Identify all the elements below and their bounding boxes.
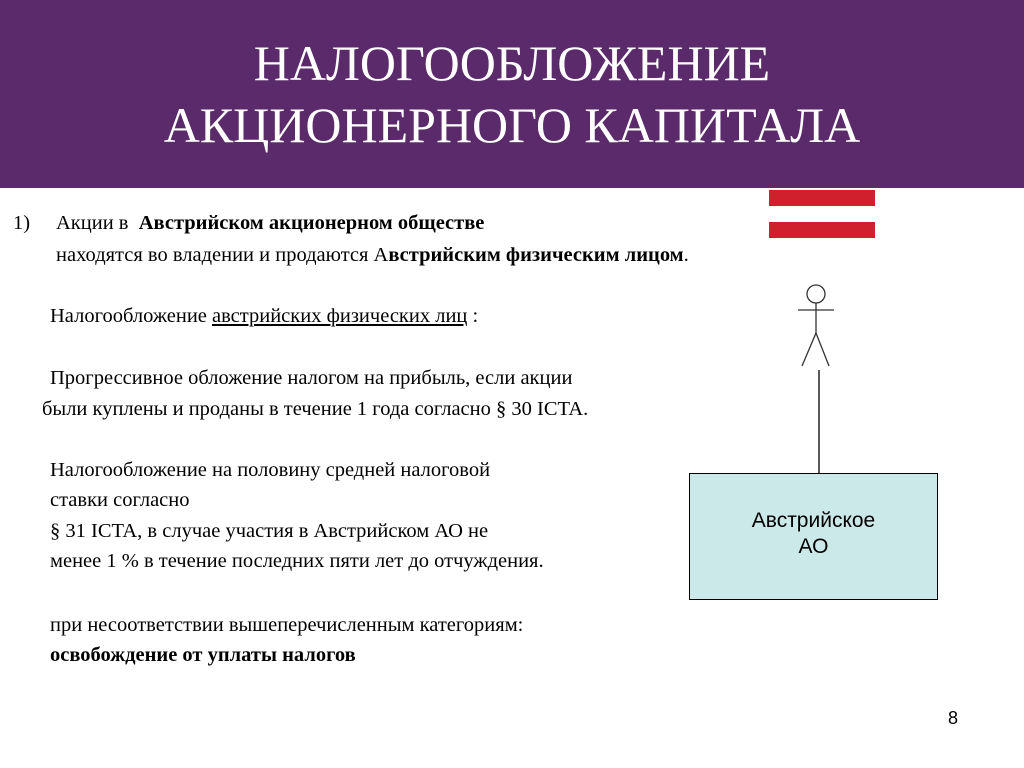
taxation-heading-prefix: Налогообложение xyxy=(50,305,213,327)
half-rate-line3: § 31 ICTA, в случае участия в Австрийском АО не xyxy=(50,520,489,542)
progressive-tax-line2: были куплены и проданы в течение 1 года согласно § 30 ICTA. xyxy=(42,398,589,420)
title-banner xyxy=(0,0,1024,188)
flag-stripe-top xyxy=(769,190,875,206)
item1-line1-prefix: Акции в xyxy=(56,212,129,234)
page-number: 8 xyxy=(948,708,959,728)
half-rate-line4: менее 1 % в течение последних пяти лет до отчуждения. xyxy=(50,550,544,572)
item1-line1 xyxy=(56,212,484,235)
slide-title xyxy=(0,32,1024,156)
half-rate-line2: ставки согласно xyxy=(50,489,190,511)
flag-stripe-middle xyxy=(769,206,875,222)
title-line-1: НАЛОГООБЛОЖЕНИЕ xyxy=(253,35,771,91)
title-line-2: АКЦИОНЕРНОГО КАПИТАЛА xyxy=(163,97,861,153)
austria-flag-icon xyxy=(769,190,875,238)
flag-stripe-bottom xyxy=(769,222,875,238)
item1-line2-bold: встрийским физическим лицом xyxy=(388,244,684,266)
connector-line xyxy=(815,370,823,474)
austrian-ao-box xyxy=(689,473,938,600)
progressive-tax-line1: Прогрессивное обложение налогом на прибыль, если акции xyxy=(50,367,573,389)
half-rate-line1: Налогообложение на половину средней налоговой xyxy=(50,459,491,481)
item1-line2 xyxy=(56,244,689,267)
taxation-heading-suffix: : xyxy=(467,305,479,327)
exemption-line2: освобождение от уплаты налогов xyxy=(50,644,356,666)
taxation-heading xyxy=(50,305,478,328)
taxation-heading-underlined: австрийских физических лиц xyxy=(212,305,468,327)
item1-line2-suffix: . xyxy=(683,244,689,266)
stick-figure-icon xyxy=(795,283,841,373)
item-number: 1) xyxy=(13,212,31,234)
austrian-ao-label: Австрийское АО xyxy=(751,509,876,558)
item1-line2-prefix: находятся во владении и продаются А xyxy=(56,244,389,266)
exemption-line1: при несоответствии вышеперечисленным категориям: xyxy=(50,614,524,636)
item1-line1-bold: Австрийском акционерном обществе xyxy=(138,212,485,234)
